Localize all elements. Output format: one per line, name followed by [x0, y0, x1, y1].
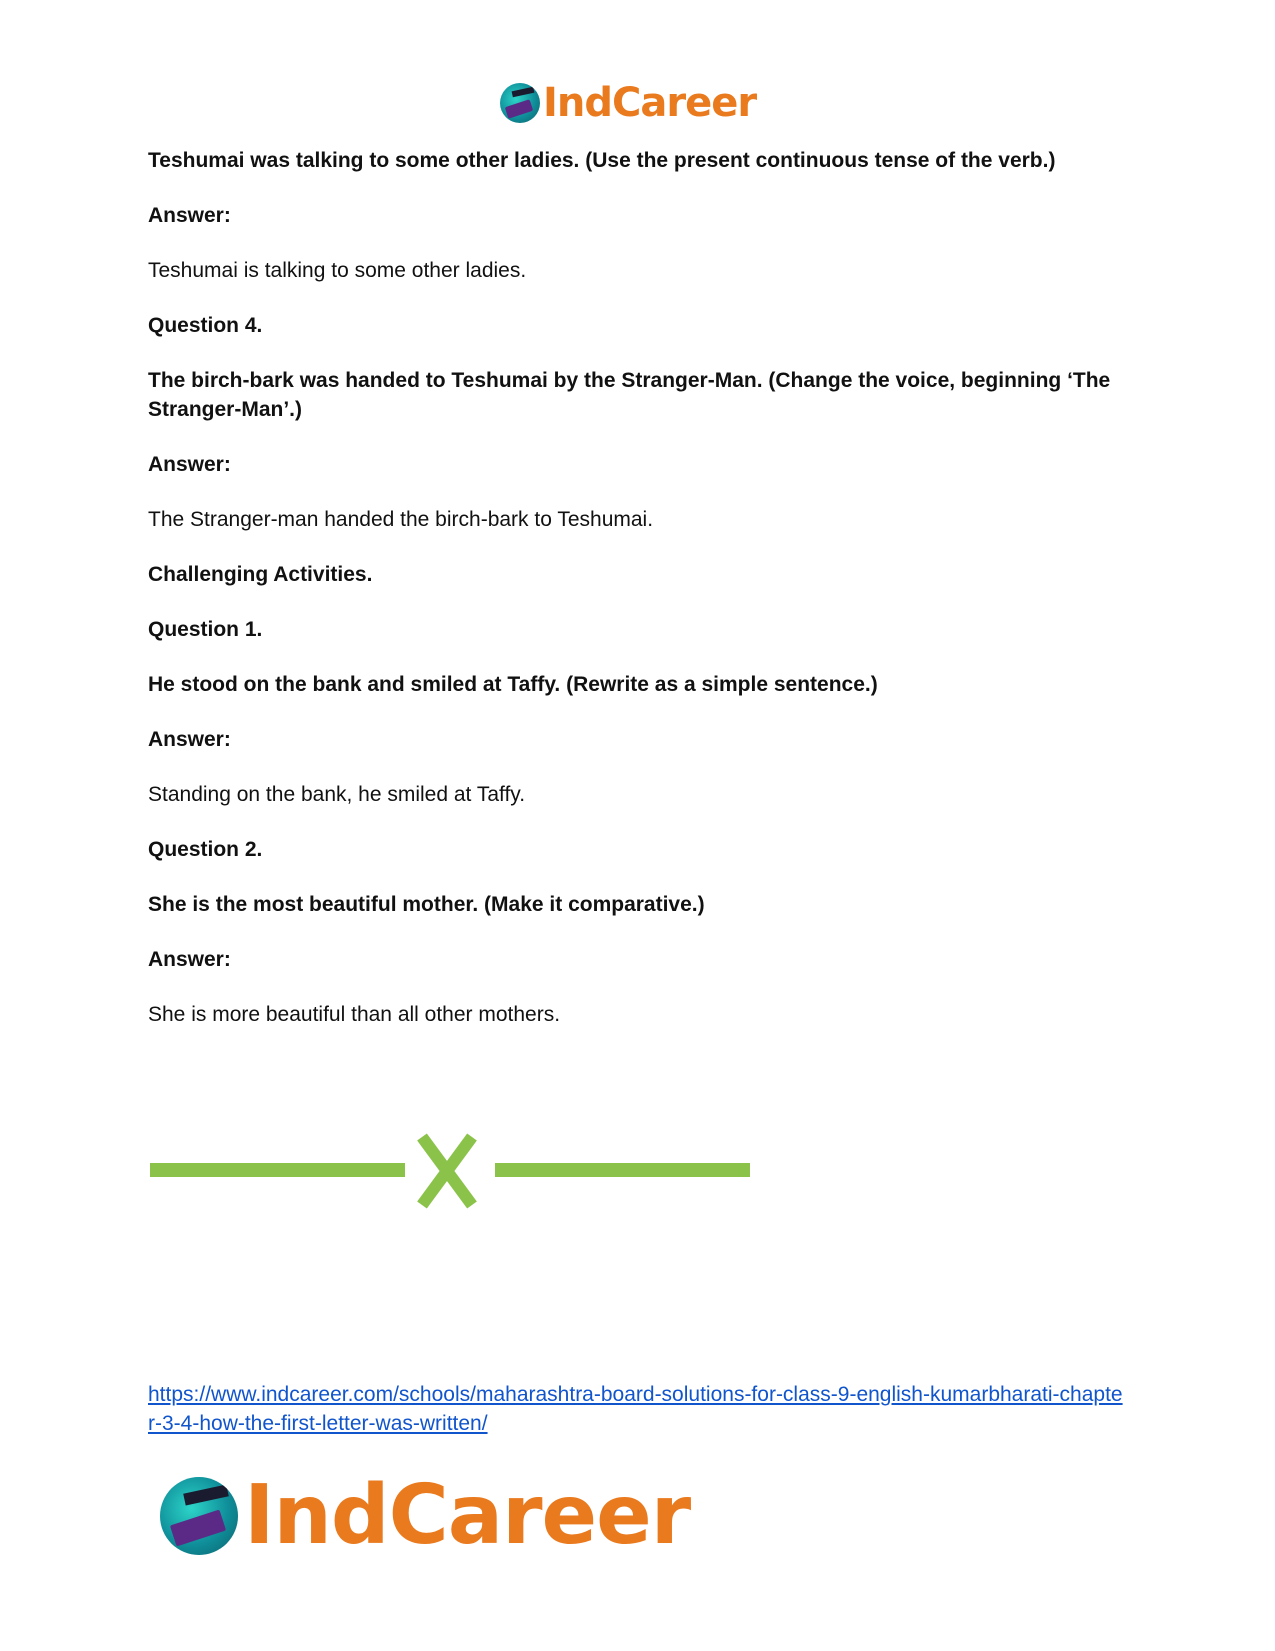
- answer-label: Answer:: [148, 204, 231, 227]
- question-heading: Question 2.: [148, 838, 263, 861]
- source-link[interactable]: https://www.indcareer.com/schools/maharashtra-board-solutions-for-class-9-english-kumarbharati-chapter-3-4-how-the-first-letter-was-written/: [148, 1383, 1123, 1435]
- answer-label: Answer:: [148, 453, 231, 476]
- answer-text: The Stranger-man handed the birch-bark to Teshumai.: [148, 508, 654, 531]
- document-body: [148, 146, 1128, 1055]
- footer-logo-text: IndCareer: [244, 1468, 691, 1563]
- x-divider-icon: [150, 1132, 750, 1212]
- indcareer-logo-icon: [160, 1477, 238, 1555]
- answer-text: Teshumai is talking to some other ladies.: [148, 259, 527, 282]
- header-logo-text: IndCareer: [543, 80, 757, 126]
- footer-logo: [160, 1468, 690, 1563]
- section-heading: Challenging Activities.: [148, 563, 373, 586]
- answer-label: Answer:: [148, 728, 231, 751]
- question-text: She is the most beautiful mother. (Make it comparative.): [148, 893, 705, 916]
- answer-text: Standing on the bank, he smiled at Taffy.: [148, 783, 526, 806]
- answer-label: Answer:: [148, 948, 231, 971]
- question-heading: Question 4.: [148, 314, 263, 337]
- question-text: The birch-bark was handed to Teshumai by the Stranger-Man. (Change the voice, beginning ‘The Stranger-Man’.): [148, 369, 1111, 421]
- indcareer-logo-icon: [500, 83, 540, 123]
- question-heading: Question 1.: [148, 618, 263, 641]
- question-text: He stood on the bank and smiled at Taffy. (Rewrite as a simple sentence.): [148, 673, 878, 696]
- header-logo: [500, 80, 756, 126]
- answer-text: She is more beautiful than all other mothers.: [148, 1003, 561, 1026]
- paragraph: Teshumai was talking to some other ladies. (Use the present continuous tense of the verb.): [148, 149, 1056, 172]
